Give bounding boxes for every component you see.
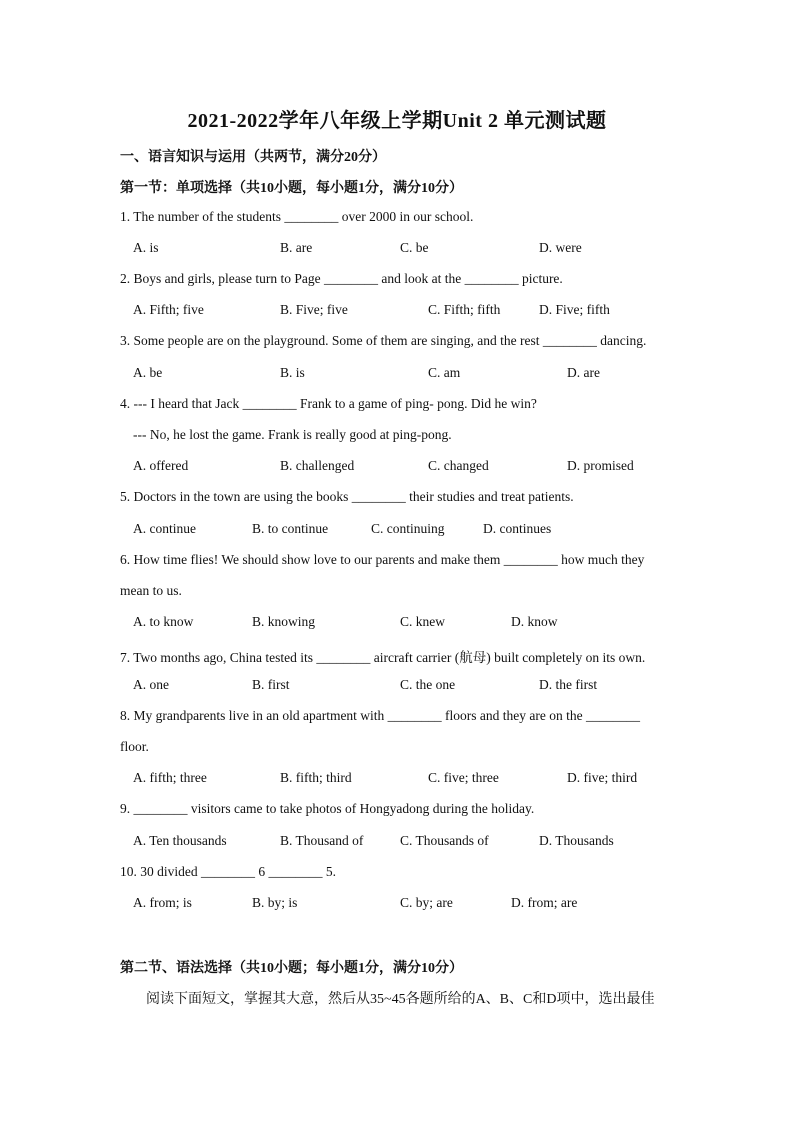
question-4-stem-reply: --- No, he lost the game. Frank is really good at ping-pong. (133, 427, 452, 442)
question-5-stem: 5. Doctors in the town are using the books ________ their studies and treat patients. (120, 489, 574, 504)
section2-instructions: 阅读下面短文，掌握其大意，然后从35~45各题所给的A、B、C和D项中，选出最佳 (146, 992, 655, 1007)
document-title: 2021-2022学年八年级上学期Unit 2 单元测试题 (187, 110, 607, 132)
question-4-stem: 4. --- I heard that Jack ________ Frank to a game of ping- pong. Did he win? (120, 396, 537, 411)
q2-option-c: C. Fifth; fifth (428, 302, 501, 317)
q8-option-b: B. fifth; third (280, 770, 352, 785)
q4-option-a: A. offered (133, 458, 189, 473)
q5-option-b: B. to continue (252, 521, 329, 536)
q1-option-c: C. be (400, 240, 429, 255)
q4-option-b: B. challenged (280, 458, 355, 473)
q8-option-c: C. five; three (428, 770, 499, 785)
q1-option-a: A. is (133, 240, 159, 255)
q10-option-d: D. from; are (511, 895, 578, 910)
q10-option-a: A. from; is (133, 895, 192, 910)
q7-option-d: D. the first (539, 677, 598, 692)
question-8-stem-continued: floor. (120, 739, 149, 754)
q6-option-b: B. knowing (252, 614, 316, 629)
q3-option-b: B. is (280, 365, 305, 380)
q10-option-c: C. by; are (400, 895, 453, 910)
q1-option-b: B. are (280, 240, 313, 255)
q5-option-d: D. continues (483, 521, 552, 536)
question-8-stem: 8. My grandparents live in an old apartment with ________ floors and they are on the ________ (120, 708, 641, 723)
q9-option-d: D. Thousands (539, 833, 614, 848)
question-2-stem: 2. Boys and girls, please turn to Page ________ and look at the ________ picture. (120, 271, 563, 286)
question-9-stem: 9. ________ visitors came to take photos of Hongyadong during the holiday. (120, 801, 535, 816)
q6-option-c: C. knew (400, 614, 445, 629)
question-10-stem: 10. 30 divided ________ 6 ________ 5. (120, 864, 336, 879)
q3-option-d: D. are (567, 365, 600, 380)
section1-heading: 第一节：单项选择（共10小题，每小题1分，满分10分） (120, 181, 463, 196)
section2-heading: 第二节、语法选择（共10小题；每小题1分，满分10分） (120, 961, 463, 976)
q7-option-a: A. one (133, 677, 169, 692)
q8-option-a: A. fifth; three (133, 770, 207, 785)
q9-option-c: C. Thousands of (400, 833, 489, 848)
q2-option-a: A. Fifth; five (133, 302, 204, 317)
question-6-stem: 6. How time flies! We should show love to our parents and make them ________ how much they (120, 552, 645, 567)
question-3-stem: 3. Some people are on the playground. Some of them are singing, and the rest ________ dancing. (120, 333, 647, 348)
question-7-stem: 7. Two months ago, China tested its ________ aircraft carrier (航母) built completely on its own. (120, 650, 646, 665)
q7-option-b: B. first (252, 677, 290, 692)
q7-option-c: C. the one (400, 677, 456, 692)
q6-option-d: D. know (511, 614, 558, 629)
question-1-stem: 1. The number of the students ________ over 2000 in our school. (120, 209, 474, 224)
question-6-stem-continued: mean to us. (120, 583, 182, 598)
q2-option-b: B. Five; five (280, 302, 348, 317)
q10-option-b: B. by; is (252, 895, 298, 910)
q9-option-a: A. Ten thousands (133, 833, 227, 848)
q3-option-c: C. am (428, 365, 461, 380)
q9-option-b: B. Thousand of (280, 833, 364, 848)
q3-option-a: A. be (133, 365, 163, 380)
q1-option-d: D. were (539, 240, 582, 255)
q4-option-d: D. promised (567, 458, 634, 473)
q2-option-d: D. Five; fifth (539, 302, 610, 317)
q4-option-c: C. changed (428, 458, 489, 473)
q5-option-a: A. continue (133, 521, 196, 536)
q6-option-a: A. to know (133, 614, 194, 629)
q5-option-c: C. continuing (371, 521, 445, 536)
part1-heading: 一、语言知识与运用（共两节，满分20分） (120, 150, 386, 165)
q8-option-d: D. five; third (567, 770, 638, 785)
